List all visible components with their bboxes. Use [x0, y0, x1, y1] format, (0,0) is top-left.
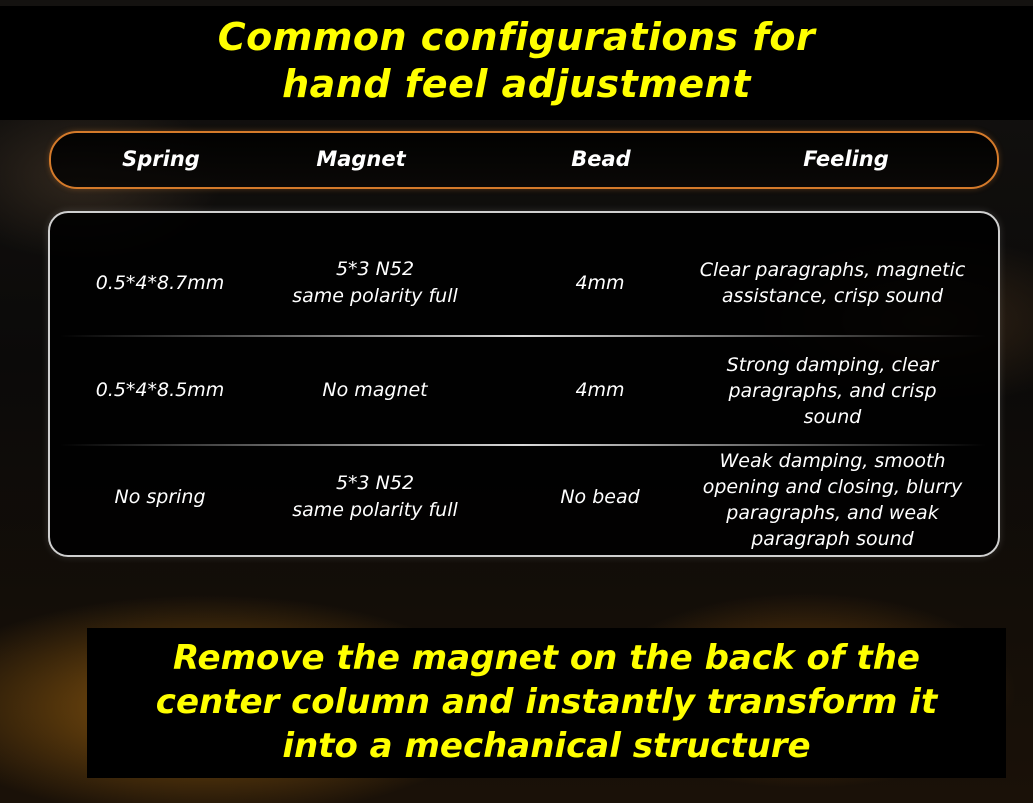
table-cell-feeling [680, 447, 985, 553]
feeling-line: Clear paragraphs, magnetic [699, 259, 966, 281]
table-cell-feeling [680, 338, 985, 443]
feeling-line: assistance, crisp sound [721, 285, 944, 307]
footer-line-3: into a mechanical structure [282, 726, 811, 766]
config-table [48, 211, 1000, 557]
row-divider [60, 444, 986, 446]
magnet-line-1: 5*3 N52 [335, 472, 415, 494]
feeling-line: Weak damping, smooth [719, 450, 946, 472]
feeling-line: paragraphs, and crisp [728, 379, 937, 402]
title-line-1: Common configurations for [217, 15, 816, 59]
feeling-line: paragraph sound [751, 528, 914, 550]
magnet-line-1: 5*3 N52 [335, 258, 415, 280]
table-cell-magnet: No magnet [322, 379, 428, 401]
magnet-line-2: same polarity full [292, 499, 458, 521]
header-bead: Bead [571, 147, 631, 171]
row-divider [60, 335, 986, 337]
header-feeling: Feeling [803, 147, 889, 171]
table-cell-bead: No bead [560, 485, 640, 508]
feeling-line: paragraphs, and weak [726, 502, 939, 524]
table-cell-magnet [265, 233, 485, 333]
footer-banner [87, 628, 1006, 778]
table-cell-bead: 4mm [575, 379, 625, 401]
feeling-line: opening and closing, blurry [702, 476, 963, 498]
table-cell-feeling [680, 233, 985, 333]
footer-text [87, 636, 1006, 768]
magnet-line-2: same polarity full [292, 285, 458, 307]
table-cell-spring: 0.5*4*8.5mm [95, 379, 225, 401]
table-cell-spring: No spring [114, 485, 206, 508]
header-magnet: Magnet [316, 147, 406, 171]
table-header [49, 131, 999, 189]
table-cell-spring: 0.5*4*8.7mm [95, 271, 225, 294]
footer-line-1: Remove the magnet on the back of the [173, 638, 920, 678]
feeling-line: Strong damping, clear [726, 353, 939, 376]
header-spring: Spring [122, 147, 200, 171]
feeling-line: sound [803, 405, 862, 428]
table-cell-magnet [265, 447, 485, 547]
page-title [0, 14, 1033, 108]
footer-line-2: center column and instantly transform it [155, 682, 938, 722]
title-line-2: hand feel adjustment [282, 62, 751, 106]
table-cell-bead: 4mm [575, 271, 625, 294]
